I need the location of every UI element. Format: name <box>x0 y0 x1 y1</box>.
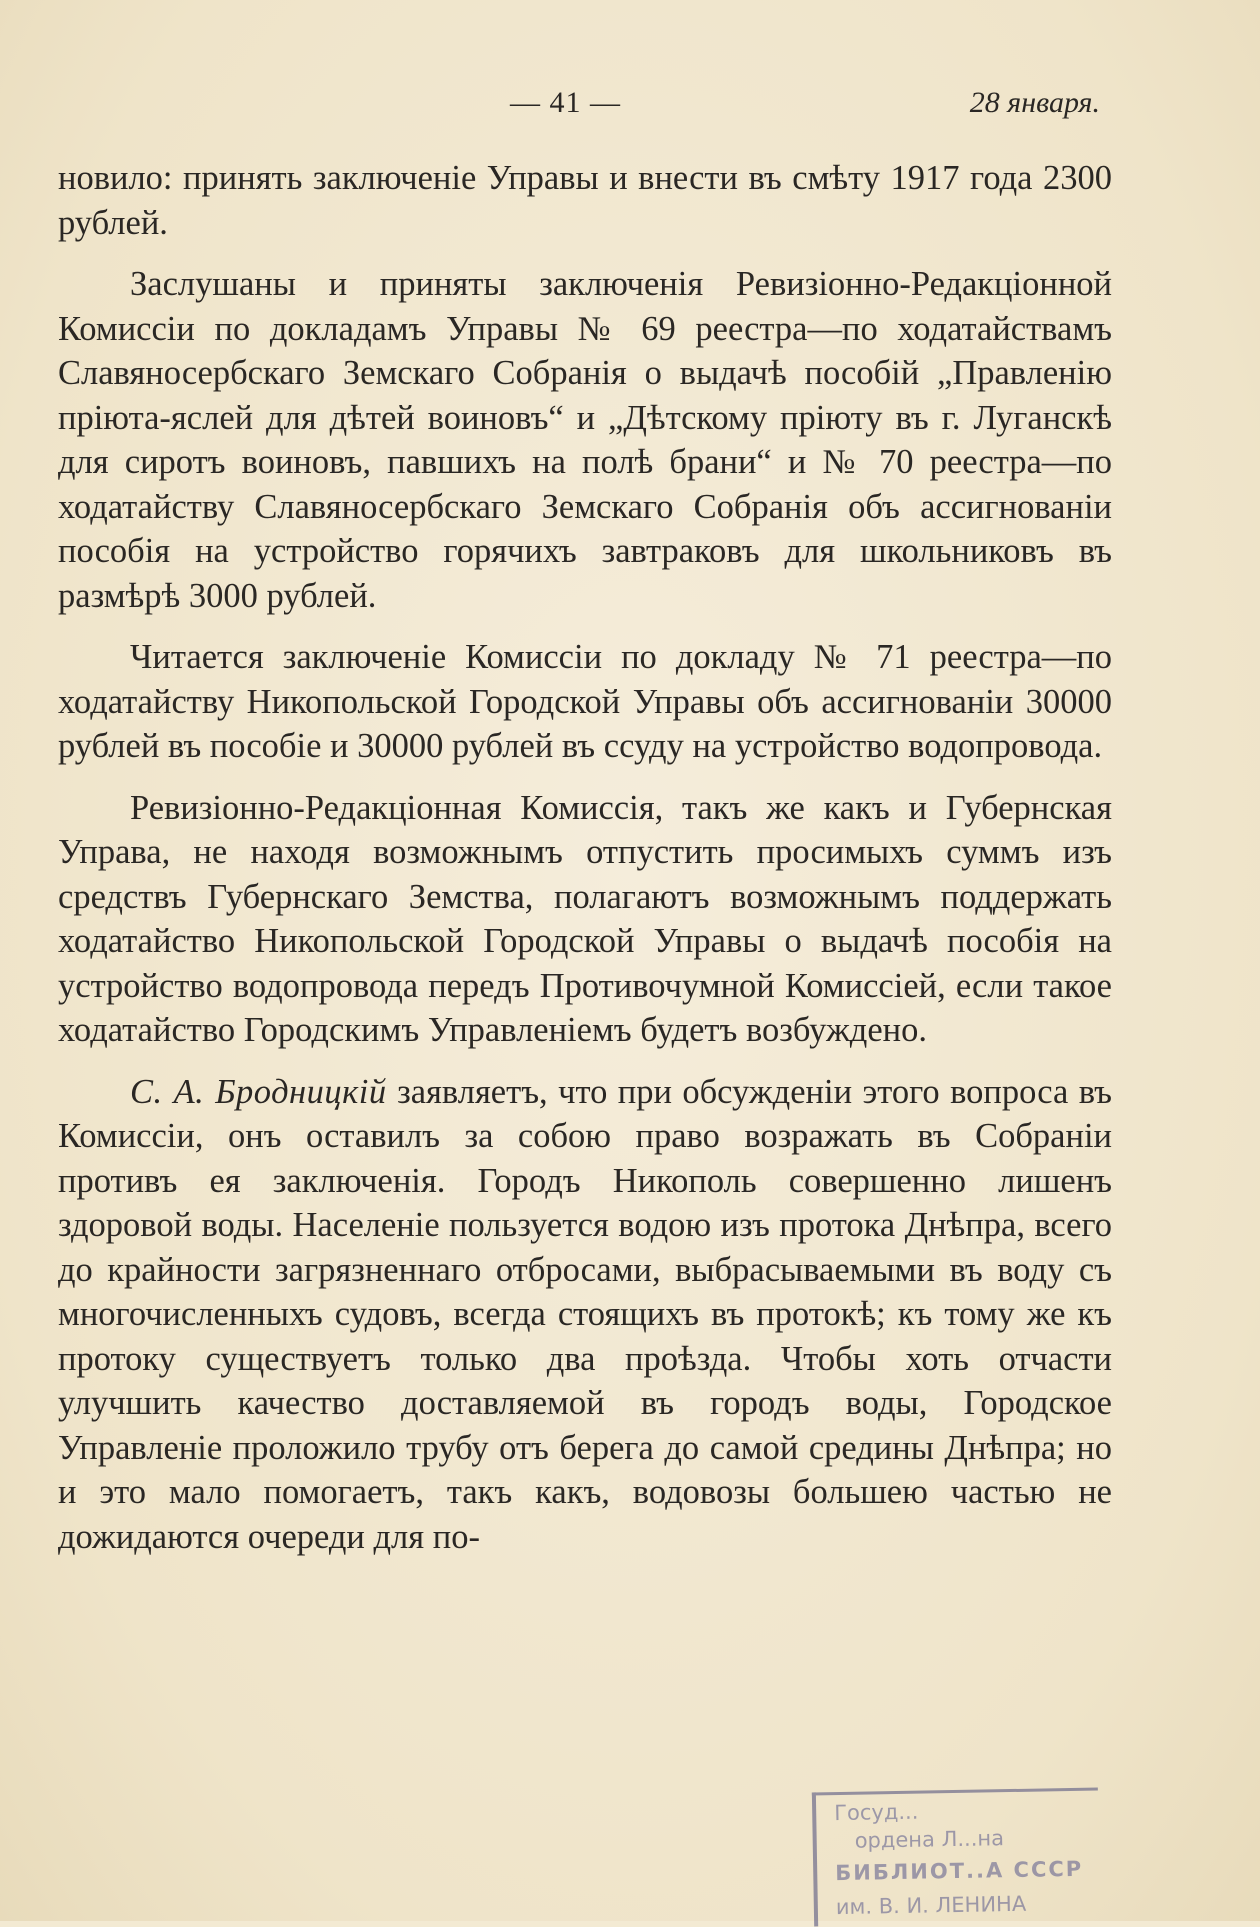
stamp-line: им. В. И. ЛЕНИНА <box>835 1891 1027 1920</box>
paragraph-continuation: новило: принять заключеніе Управы и внести въ смѣту 1917 года 2300 рублей. <box>58 159 1112 242</box>
page-header <box>60 86 1100 136</box>
page-date: 28 января. <box>969 86 1100 119</box>
document-body <box>58 156 1112 1576</box>
paragraph-report-71: Читается заключеніе Комиссіи по докладу № 71 реестра—по ходатайству Никопольской Городской Управы объ ассигнованіи 30000 рублей въ пособіе и 30000 рублей въ ссуду на устройство водопровода. <box>58 638 1112 765</box>
stamp-line: БИБЛИОТ..А СССР <box>835 1856 1084 1886</box>
speech-text: заявляетъ, что при обсужденіи этого вопроса въ Комиссіи, онъ оставилъ за собою право возражать въ Собраніи противъ ея заключенія. Городъ Никополь совершенно лишенъ здоровой воды. Населеніе пользуется водою изъ протока Днѣпра, всего до крайности загрязненнаго отбросами, выбрасываемыми въ воду съ многочисленныхъ судовъ, всегда стоящихъ въ протокѣ; къ тому же къ протоку существуетъ только два проѣзда. Чтобы хоть отчасти улучшить качество доставляемой въ городъ воды, Городское Управленіе проложило трубу отъ берега до самой средины Днѣпра; но и это мало помогаетъ, такъ какъ, водовозы большею частью не дожидаются очереди для по- <box>58 1072 1112 1556</box>
paragraph-speech <box>58 1070 1112 1560</box>
speaker-name: С. А. Бродницкій <box>130 1072 387 1111</box>
library-stamp <box>812 1788 1100 1927</box>
stamp-line: ордена Л...на <box>854 1826 1005 1853</box>
paragraph-resolution: Заслушаны и приняты заключенія Ревизіонно-Редакціонной Комиссіи по докладамъ Управы № 69 реестра—по ходатайствамъ Славяносербскаго Земскаго Собранія о выдачѣ пособій „Правленію пріюта-яслей для дѣтей воиновъ“ и „Дѣтскому пріюту въ г. Луганскѣ для сиротъ воиновъ, павшихъ на полѣ брани“ и № 70 реестра—по ходатайству Славяносербскаго Земскаго Собранія объ ассигнованіи пособія на устройство горячихъ завтраковъ для школьниковъ въ размѣрѣ 3000 рублей. <box>58 265 1112 615</box>
paragraph-commission-opinion: Ревизіонно-Редакціонная Комиссія, такъ же какъ и Губернская Управа, не находя возможнымъ отпустить просимыхъ суммъ изъ средствъ Губернскаго Земства, полагаютъ возможнымъ поддержать ходатайство Никопольской Городской Управы о выдачѣ пособія на устройство водопровода передъ Противочумной Комиссіей, если такое ходатайство Городскимъ Управленіемъ будетъ возбуждено. <box>58 788 1112 1049</box>
page-number: — 41 — <box>510 86 621 119</box>
stamp-line: Госуд... <box>834 1799 919 1826</box>
